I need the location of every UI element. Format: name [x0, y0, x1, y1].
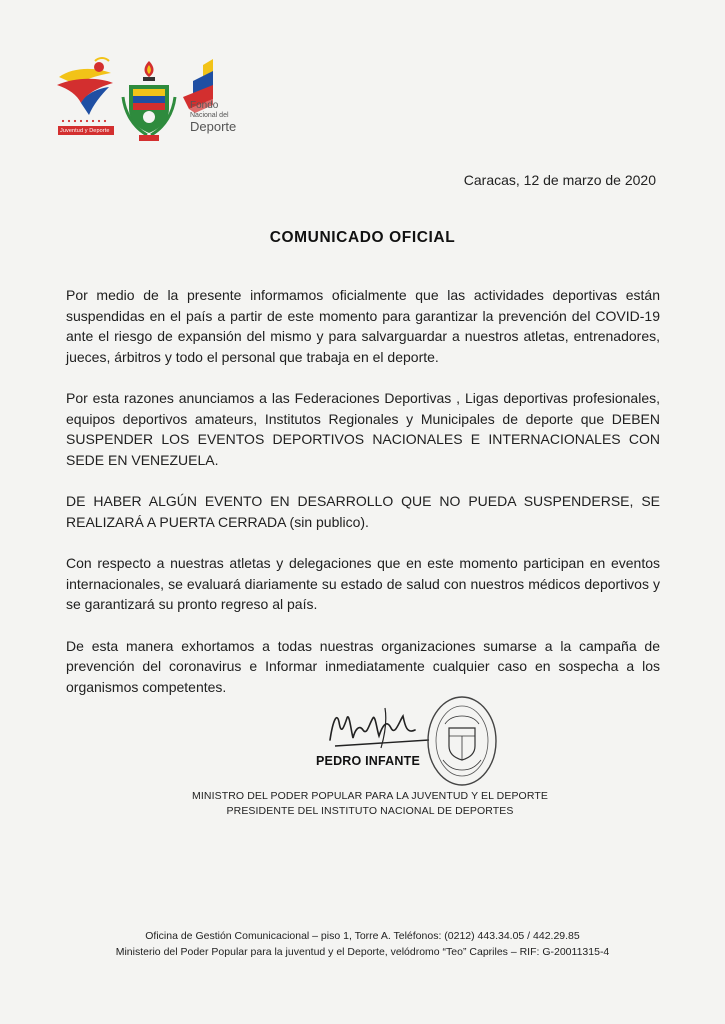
handwritten-signature: [325, 700, 435, 760]
logo3-line3: Deporte: [190, 119, 237, 134]
official-seal: [425, 694, 499, 788]
signer-role-1: MINISTRO DEL PODER POPULAR PARA LA JUVENTUD Y EL DEPORTE: [192, 790, 548, 802]
juventud-deporte-logo: [55, 55, 117, 137]
signer-role-2: PRESIDENTE DEL INSTITUTO NACIONAL DE DEPORTES: [226, 805, 514, 817]
signature-block: [180, 692, 560, 832]
logo-group: [55, 55, 255, 145]
paragraph-5: De esta manera exhortamos a todas nuestras organizaciones sumarse a la campaña de prevención del coronavirus e Informar inmediatamente cualquier caso en sospecha a los organismos competentes.: [66, 637, 660, 695]
paragraph-4: Con respecto a nuestras atletas y delegaciones que en este momento participan en eventos internacionales, se evaluará diariamente su estado de salud con nuestros médicos deportivos y se garantizará su pronto regreso al país.: [66, 555, 660, 612]
letter-title: COMUNICADO OFICIAL: [269, 229, 456, 246]
footer-line-2: Ministerio del Poder Popular para la juventud y el Deporte, velódromo “Teo” Capriles – RIF: G-20011315-4: [115, 946, 610, 958]
paragraph-1: Por medio de la presente informamos oficialmente que las actividades deportivas están suspendidas en el país a partir de este momento para garantizar la prevención del COVID-19 ante el riesgo de expansión del mismo y para salvarguardar a nuestros atletas, entrenadores, jueces, árbitros y todo el personal que trabaja en el deporte.: [66, 287, 660, 365]
paragraph-3: DE HABER ALGÚN EVENTO EN DESARROLLO QUE NO PUEDA SUSPENDERSE, SE REALIZARÁ A PUERTA CERRADA (sin publico).: [66, 493, 660, 530]
letter-date: Caracas, 12 de marzo de 2020: [463, 172, 656, 188]
logo3-line2: Nacional del: [190, 112, 229, 119]
footer-line-1: Oficina de Gestión Comunicacional – piso 1, Torre A. Teléfonos: (0212) 443.34.05 / 442.29.85: [145, 930, 580, 942]
paragraph-2: Por esta razones anunciamos a las Federaciones Deportivas , Ligas deportivas profesionales, equipos deportivos amateurs, Institutos Regionales y Municipales de deporte que DEBEN SUSPENDER LOS EVENTOS DEPORTIVOS NACIONALES E INTERNACIONALES CON SEDE EN VENEZUELA.: [66, 390, 660, 468]
fondo-nacional-text: [190, 101, 236, 133]
letter-body: [66, 285, 660, 718]
logo1-label: Juventud y Deporte: [60, 128, 110, 134]
ministry-crest-logo: [121, 57, 177, 143]
signer-name: PEDRO INFANTE: [316, 754, 420, 768]
logo3-line1: Fondo: [190, 100, 219, 111]
